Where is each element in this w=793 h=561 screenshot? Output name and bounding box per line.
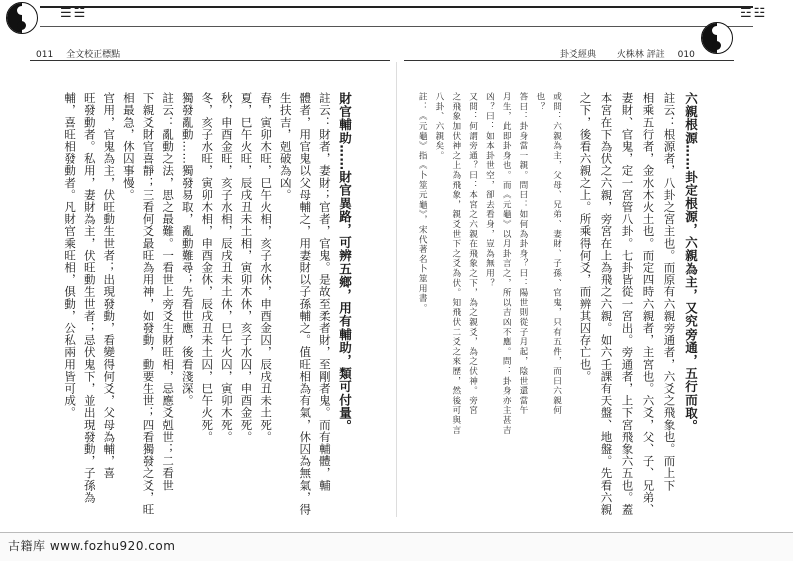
text-column: 之下，後看六親之上。所乘得何爻，而辨其囚存亡也。 xyxy=(578,92,593,383)
text-column: 冬，亥子水旺，寅卯木相，申酉金休，辰戌丑未土囚，巳午火死。 xyxy=(200,92,215,443)
commentary-column: 又問：何謂旁通？曰：本宮之六親在飛象之下，為之親爻，為之伏神。旁宮 xyxy=(467,92,478,416)
commentary-column: 答曰：卦身當一親。問曰：如何為卦身？曰：陽世則從子月起，陰世還當午 xyxy=(517,92,528,416)
text-column: 註云：亂動之法，思之最難。一看世上旁爻生財旺相，忌應爻剋世；二看世 xyxy=(161,92,176,492)
page-number: 010 xyxy=(677,50,695,60)
taiji-icon xyxy=(701,22,733,54)
text-column: 註云：財者，妻財；官者，官鬼。是故至柔者財，至剛者鬼。而有輔體，輔 xyxy=(317,92,332,492)
top-border xyxy=(40,6,753,27)
bagua-icon: ☲☳ xyxy=(740,6,768,21)
text-column: 夏，巳午火旺，辰戌丑未土相，寅卯木休，亥子水囚，申酉金死。 xyxy=(239,92,254,443)
text-column: 本宮在下為伏之六親，旁宮在上為飛之六親。如六壬課有天盤、地盤。先看六親 xyxy=(599,92,614,516)
text-column: 生扶吉，剋破為凶。 xyxy=(278,92,293,201)
text-column: 下親爻財官喜靜；三看何爻最旺為用神，如發動，動要生世；四看獨發之爻，旺 xyxy=(141,92,156,516)
section-heading: 六親根源……卦定根源，六親為主，又究旁通，五行而取。 xyxy=(683,92,699,433)
text-column: 輔，喜旺相發動者。凡財官乘旺相，俱動，公私兩用皆可成。 xyxy=(63,92,78,419)
page-fold xyxy=(396,62,397,517)
commentary-column: 或問：六親為主，父母、兄弟、妻財、子孫、官鬼，只有五件，而曰六親何 xyxy=(551,92,562,416)
text-column: 官用，官鬼為主，伏旺動生世者；出現發動，看變得何爻，父母為輔，喜 xyxy=(102,92,117,480)
author: 火株林 評註 xyxy=(616,50,665,60)
right-page-header xyxy=(560,47,695,60)
commentary-column: 八卦、六親矣。 xyxy=(433,92,444,161)
footer-watermark: 古籍库 www.fozhu920.com xyxy=(8,539,176,553)
commentary-column: 凶？曰：如本卦世空，卻去看身，豈為無用？ xyxy=(484,92,495,288)
taiji-icon xyxy=(6,2,38,34)
commentary-column: 之飛象加伏神之上為飛象，親爻世下之爻為伏。知飛伏二爻之來歷，然後可與言 xyxy=(450,92,461,435)
header-title: 全文校正標點 xyxy=(66,50,121,60)
text-column: 秋，申酉金旺，亥子水相，辰戌丑未土休，巳午火囚，寅卯木死。 xyxy=(219,92,234,443)
header-rule xyxy=(30,60,390,61)
section-heading: 財官輔助……財官異路，可辨五鄉，用有輔助，類可付量。 xyxy=(337,92,353,433)
text-column: 相乘五行者，金水木火土也。而定四時六親者，主宮也。六爻，父、子、兄弟、 xyxy=(641,92,656,516)
bagua-icon: ☰☱ xyxy=(60,6,88,21)
commentary-column: 月生，此即卦身也。而《元龜》以月卦言之，所以吉凶不應。問：卦身亦主甚吉 xyxy=(501,92,512,435)
left-page-header xyxy=(36,47,120,60)
footer-bar xyxy=(0,532,793,561)
header-rule xyxy=(404,60,734,61)
text-column: 相最急，休囚事慢。 xyxy=(121,92,136,201)
text-column: 體者，用官鬼以父母輔之，用妻財以子孫輔之。值旺相為有氣，休囚為無氣，得 xyxy=(298,92,313,516)
text-column: 旺發動者。私用，妻財為主，伏旺動生世者；忌伏鬼下，並出現發動，子孫為 xyxy=(82,92,97,504)
text-column: 註云：根源者，八卦之宮主也。而原有六親旁通者，六爻之飛象也。而上下 xyxy=(662,92,677,492)
text-column: 妻財、官鬼，定一宮管八卦。七卦皆從一宮出。旁通者，上下宮飛象六五也。蓋 xyxy=(620,92,635,516)
page-number: 011 xyxy=(36,50,54,60)
book-title: 卦爻經典 xyxy=(560,50,597,60)
text-column: 春，寅卯木旺，巳午火相，亥子水休，申酉金囚，辰戌丑未土死。 xyxy=(259,92,274,443)
commentary-column: 也？ xyxy=(534,92,545,112)
commentary-column: 註：《元龜》指《卜筮元龜》，宋代著名卜筮用書。 xyxy=(417,92,428,314)
text-column: 獨發亂動……獨發易取，亂動難尋；先看世應，後看淺深。 xyxy=(180,92,195,407)
